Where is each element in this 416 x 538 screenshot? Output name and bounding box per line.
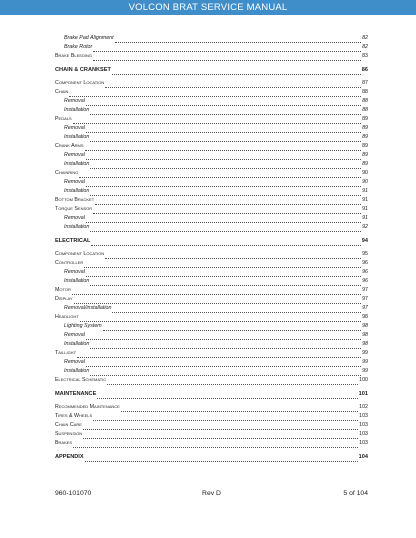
toc-entry-label: Installation xyxy=(64,107,90,113)
toc-entry-label: Crank Arms xyxy=(55,143,84,149)
toc-entry-label: Controller xyxy=(55,260,84,266)
toc-entry[interactable] xyxy=(55,295,368,304)
toc-entry-page: 96 xyxy=(362,269,368,275)
page-header xyxy=(0,0,416,15)
toc-entry-page: 91 xyxy=(362,215,368,221)
dot-leader xyxy=(73,117,361,125)
dot-leader xyxy=(105,252,361,260)
toc-entry[interactable] xyxy=(55,250,368,259)
toc-entry[interactable] xyxy=(55,268,368,277)
toc-entry-page: 88 xyxy=(362,107,368,113)
toc-entry-page: 90 xyxy=(362,179,368,185)
toc-entry-page: 89 xyxy=(362,134,368,140)
dot-leader xyxy=(86,360,361,368)
dot-leader xyxy=(90,108,361,116)
toc-entry-label: Removal/installation xyxy=(64,305,112,311)
dot-leader xyxy=(86,126,361,134)
dot-leader xyxy=(112,68,361,76)
toc-entry-page: 90 xyxy=(362,170,368,176)
toc-entry-label: Motor xyxy=(55,287,71,293)
toc-entry-page: 100 xyxy=(359,377,368,383)
toc-entry-label: Electrical Schematic xyxy=(55,377,107,383)
dot-leader xyxy=(107,378,358,386)
toc-entry-page: 103 xyxy=(359,431,368,437)
toc-entry-label: Torque Sensor xyxy=(55,206,93,212)
dot-leader xyxy=(85,144,362,152)
dot-leader xyxy=(121,405,358,413)
toc-entry-page: 103 xyxy=(359,413,368,419)
toc-entry-label: Installation xyxy=(64,188,90,194)
toc-entry-page: 94 xyxy=(361,238,368,244)
toc-entry-page: 98 xyxy=(362,323,368,329)
dot-leader xyxy=(86,270,361,278)
toc-entry[interactable] xyxy=(55,88,368,97)
toc-entry[interactable] xyxy=(55,97,368,106)
dot-leader xyxy=(73,441,358,449)
toc-entry-label: Removal xyxy=(64,269,85,275)
toc-entry-page: 97 xyxy=(362,305,368,311)
toc-entry-page: 88 xyxy=(362,98,368,104)
toc-entry[interactable] xyxy=(55,286,368,295)
toc-entry[interactable] xyxy=(55,160,368,169)
toc-entry-label: Installation xyxy=(64,224,90,230)
dot-leader xyxy=(83,432,358,440)
dot-leader xyxy=(84,261,361,269)
toc-entry-page: 86 xyxy=(361,67,368,73)
toc-entry-page: 102 xyxy=(359,404,368,410)
toc-entry-label: ELECTRICAL xyxy=(55,238,91,244)
toc-entry-label: Installation xyxy=(64,161,90,167)
toc-entry[interactable] xyxy=(55,237,368,246)
toc-entry-page: 82 xyxy=(362,35,368,41)
toc-entry[interactable] xyxy=(55,52,368,61)
page-footer xyxy=(55,490,368,500)
toc-entry[interactable] xyxy=(55,133,368,142)
toc-entry-page: 103 xyxy=(359,440,368,446)
toc-entry-page: 87 xyxy=(362,80,368,86)
toc-entry[interactable] xyxy=(55,304,368,313)
table-of-contents xyxy=(55,34,368,462)
page-title: VOLCON BRAT SERVICE MANUAL xyxy=(128,2,288,13)
toc-entry[interactable] xyxy=(55,187,368,196)
page-number: 5 of 104 xyxy=(343,490,368,497)
toc-entry-page: 91 xyxy=(362,206,368,212)
toc-entry-label: Lighting System xyxy=(64,323,102,329)
dot-leader xyxy=(115,36,362,44)
dot-leader xyxy=(86,333,361,341)
toc-entry-label: MAINTENANCE xyxy=(55,391,97,397)
toc-entry[interactable] xyxy=(55,178,368,187)
toc-entry[interactable] xyxy=(55,151,368,160)
toc-entry[interactable] xyxy=(55,259,368,268)
dot-leader xyxy=(93,54,361,62)
toc-entry-label: Component Location xyxy=(55,251,105,257)
toc-entry[interactable] xyxy=(55,106,368,115)
toc-entry-label: Bottom Bracket xyxy=(55,197,95,203)
toc-entry[interactable] xyxy=(55,66,368,75)
toc-entry[interactable] xyxy=(55,340,368,349)
toc-entry-page: 104 xyxy=(358,454,368,460)
toc-entry-label: Suspension xyxy=(55,431,83,437)
toc-entry-label: Recommended Maintenance xyxy=(55,404,120,410)
toc-entry-label: Removal xyxy=(64,152,85,158)
dot-leader xyxy=(74,297,362,305)
toc-entry[interactable] xyxy=(55,124,368,133)
dot-leader xyxy=(85,455,358,463)
dot-leader xyxy=(90,369,361,377)
toc-entry-label: Chain xyxy=(55,89,69,95)
toc-entry[interactable] xyxy=(55,34,368,43)
toc-entry[interactable] xyxy=(55,453,368,462)
toc-entry-page: 98 xyxy=(362,314,368,320)
toc-entry[interactable] xyxy=(55,43,368,52)
dot-leader xyxy=(90,135,361,143)
toc-entry-page: 89 xyxy=(362,116,368,122)
toc-entry[interactable] xyxy=(55,79,368,88)
toc-entry-label: Display xyxy=(55,296,73,302)
dot-leader xyxy=(97,392,357,400)
toc-entry-page: 89 xyxy=(362,125,368,131)
dot-leader xyxy=(93,207,361,215)
toc-entry-page: 103 xyxy=(359,422,368,428)
toc-entry-page: 97 xyxy=(362,287,368,293)
toc-entry[interactable] xyxy=(55,313,368,322)
dot-leader xyxy=(69,90,361,98)
toc-entry-label: Removal xyxy=(64,332,85,338)
dot-leader xyxy=(86,180,361,188)
toc-entry-label: CHAIN & CRANKSET xyxy=(55,67,111,73)
toc-entry[interactable] xyxy=(55,142,368,151)
toc-entry-label: Removal xyxy=(64,98,85,104)
dot-leader xyxy=(112,306,361,314)
toc-entry-page: 91 xyxy=(362,188,368,194)
revision-label: Rev D xyxy=(202,490,221,497)
dot-leader xyxy=(86,216,361,224)
dot-leader xyxy=(79,171,361,179)
toc-entry-page: 88 xyxy=(362,89,368,95)
toc-entry-label: Removal xyxy=(64,179,85,185)
toc-entry[interactable] xyxy=(55,367,368,376)
dot-leader xyxy=(86,99,361,107)
toc-entry[interactable] xyxy=(55,421,368,430)
dot-leader xyxy=(77,351,361,359)
toc-entry-page: 82 xyxy=(362,44,368,50)
toc-entry[interactable] xyxy=(55,322,368,331)
toc-entry-label: Removal xyxy=(64,359,85,365)
dot-leader xyxy=(90,279,361,287)
dot-leader xyxy=(90,162,361,170)
toc-entry-label: Brake Pad Alignment xyxy=(64,35,114,41)
toc-entry-label: APPENDIX xyxy=(55,454,84,460)
toc-entry-label: Brake Bleeding xyxy=(55,53,92,59)
dot-leader xyxy=(103,324,361,332)
toc-entry-page: 89 xyxy=(362,161,368,167)
toc-entry[interactable] xyxy=(55,196,368,205)
toc-entry-page: 92 xyxy=(362,224,368,230)
dot-leader xyxy=(93,45,361,53)
toc-entry-label: Headlight xyxy=(55,314,79,320)
toc-entry-page: 99 xyxy=(362,368,368,374)
toc-entry-label: Pedals xyxy=(55,116,72,122)
dot-leader xyxy=(90,342,361,350)
toc-entry-page: 91 xyxy=(362,197,368,203)
toc-entry-page: 97 xyxy=(362,296,368,302)
toc-entry[interactable] xyxy=(55,205,368,214)
toc-entry-label: Installation xyxy=(64,368,90,374)
toc-entry-page: 96 xyxy=(362,278,368,284)
dot-leader xyxy=(83,423,358,431)
toc-entry-page: 99 xyxy=(362,350,368,356)
toc-entry[interactable] xyxy=(55,376,368,385)
toc-entry[interactable] xyxy=(55,331,368,340)
toc-entry[interactable] xyxy=(55,358,368,367)
toc-entry-label: Chain Care xyxy=(55,422,82,428)
dot-leader xyxy=(72,288,361,296)
toc-entry[interactable] xyxy=(55,412,368,421)
document-number: 960-101070 xyxy=(55,490,92,497)
toc-entry-label: Removal xyxy=(64,125,85,131)
toc-entry-label: Removal xyxy=(64,215,85,221)
toc-entry[interactable] xyxy=(55,390,368,399)
toc-entry-page: 98 xyxy=(362,341,368,347)
dot-leader xyxy=(91,239,360,247)
dot-leader xyxy=(86,153,361,161)
toc-entry-label: Component Location xyxy=(55,80,105,86)
dot-leader xyxy=(105,81,361,89)
toc-entry-label: Brakes xyxy=(55,440,73,446)
toc-entry-label: Taillight xyxy=(55,350,77,356)
toc-entry-label: Installation xyxy=(64,341,90,347)
dot-leader xyxy=(90,225,361,233)
toc-entry-page: 83 xyxy=(362,53,368,59)
toc-entry[interactable] xyxy=(55,349,368,358)
toc-entry[interactable] xyxy=(55,403,368,412)
toc-entry-label: Installation xyxy=(64,278,90,284)
toc-entry-label: Installation xyxy=(64,134,90,140)
toc-entry[interactable] xyxy=(55,169,368,178)
toc-entry-label: Tires & Wheels xyxy=(55,413,93,419)
toc-entry-label: Brake Rotor xyxy=(64,44,93,50)
toc-entry-page: 96 xyxy=(362,260,368,266)
toc-entry-label: Chainring xyxy=(55,170,79,176)
toc-entry[interactable] xyxy=(55,115,368,124)
toc-entry-page: 89 xyxy=(362,143,368,149)
toc-entry[interactable] xyxy=(55,223,368,232)
toc-entry[interactable] xyxy=(55,439,368,448)
dot-leader xyxy=(93,414,358,422)
toc-entry[interactable] xyxy=(55,277,368,286)
dot-leader xyxy=(80,315,361,323)
dot-leader xyxy=(90,189,361,197)
toc-entry-page: 89 xyxy=(362,152,368,158)
toc-entry[interactable] xyxy=(55,214,368,223)
toc-entry[interactable] xyxy=(55,430,368,439)
toc-entry-page: 95 xyxy=(362,251,368,257)
toc-entry-page: 98 xyxy=(362,332,368,338)
toc-entry-page: 99 xyxy=(362,359,368,365)
dot-leader xyxy=(95,198,361,206)
toc-entry-page: 101 xyxy=(358,391,368,397)
